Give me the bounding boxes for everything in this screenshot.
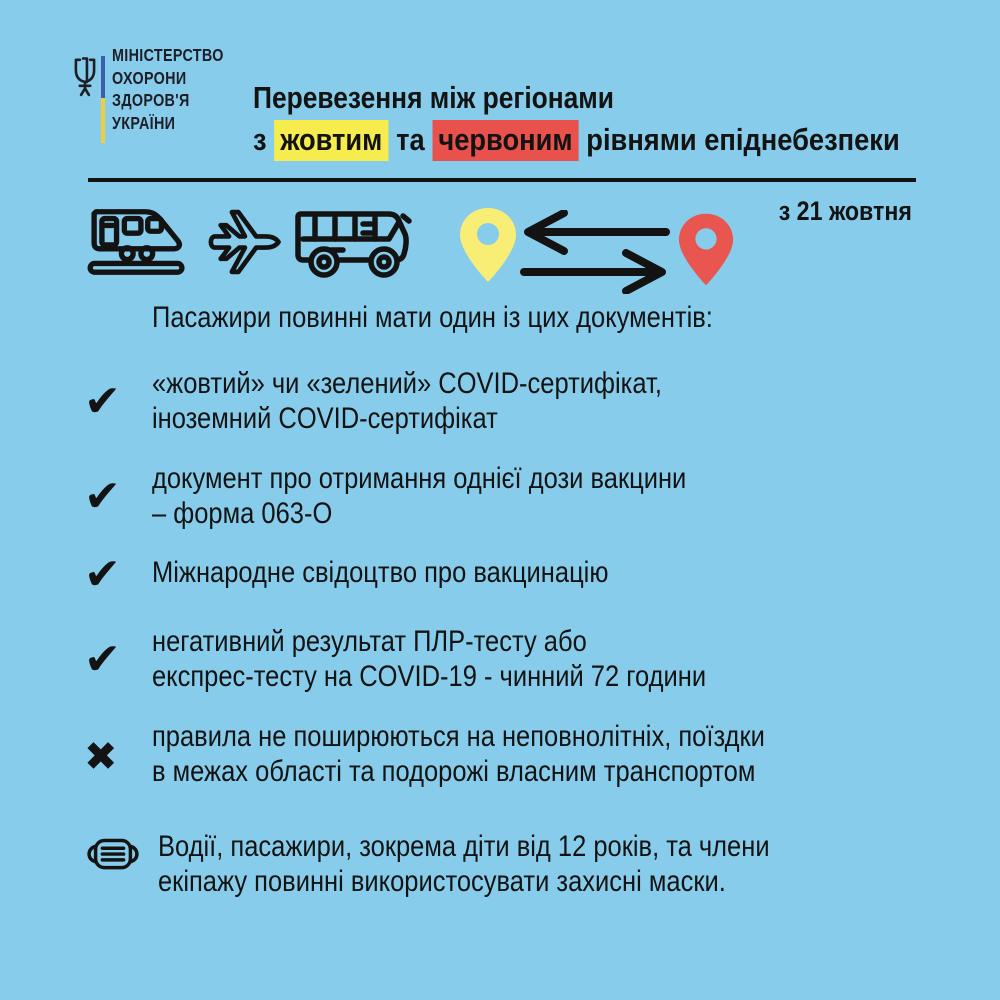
item-text: негативний результат ПЛР-тесту або експрес-тесту на COVID-19 - чинний 72 години bbox=[152, 625, 707, 693]
title-prefix: з bbox=[253, 122, 275, 157]
title-text-1: Перевезення між регіонами bbox=[253, 80, 615, 115]
intro-text: Пасажири повинні мати один із цих документів: bbox=[152, 301, 713, 334]
logo-divider-bar bbox=[101, 56, 105, 143]
mask-note-text: Водії, пасажири, зокрема діти від 12 років, та члени екіпажу повинні використосувати захисні маски. bbox=[158, 830, 770, 898]
logo-line-1: МІНІСТЕРСТВО bbox=[112, 45, 224, 65]
moh-logo-text bbox=[112, 44, 248, 134]
logo-bar-blue bbox=[101, 56, 105, 98]
logo-line-4: УКРАЇНИ bbox=[112, 112, 176, 133]
logo-bar-yellow bbox=[101, 98, 105, 143]
cross-icon: ✖ bbox=[84, 734, 118, 780]
effective-date: з 21 жовтня bbox=[778, 196, 912, 226]
two-way-arrows-icon bbox=[520, 210, 670, 294]
yellow-level-highlight: жовтим bbox=[274, 120, 388, 161]
trident-icon bbox=[72, 57, 98, 99]
check-icon: ✔ bbox=[84, 471, 121, 522]
red-pin-icon bbox=[677, 211, 735, 288]
page-title-line1 bbox=[253, 80, 678, 116]
yellow-pin-icon bbox=[458, 206, 518, 284]
bus-icon bbox=[291, 206, 419, 280]
item-text: Міжнародне свідоцтво про вакцинацію bbox=[152, 556, 609, 589]
train-icon bbox=[84, 202, 192, 280]
title-suffix: рівнями епіднебезпеки bbox=[578, 122, 900, 157]
plane-icon bbox=[202, 200, 286, 284]
item-text: «жовтий» чи «зелений» COVID-сертифікат, іноземний COVID-сертифікат bbox=[152, 367, 662, 435]
page-title-line2 bbox=[253, 122, 988, 158]
item-text: правила не поширюються на неповнолітніх, поїздки в межах області та подорожі власним транспортом bbox=[152, 720, 765, 788]
check-icon: ✔ bbox=[84, 376, 121, 427]
title-mid: та bbox=[388, 122, 433, 157]
check-icon: ✔ bbox=[84, 634, 121, 685]
check-icon: ✔ bbox=[84, 549, 121, 600]
item-text: документ про отримання однієї дози вакцини – форма 063-О bbox=[152, 462, 687, 530]
title-text-2 bbox=[253, 122, 900, 158]
header-divider-rule bbox=[88, 178, 916, 182]
red-level-highlight: червоним bbox=[432, 120, 579, 161]
logo-line-2: ОХОРОНИ bbox=[112, 67, 187, 88]
logo-line-3: ЗДОРОВ'Я bbox=[112, 90, 190, 111]
face-mask-icon bbox=[84, 835, 142, 877]
